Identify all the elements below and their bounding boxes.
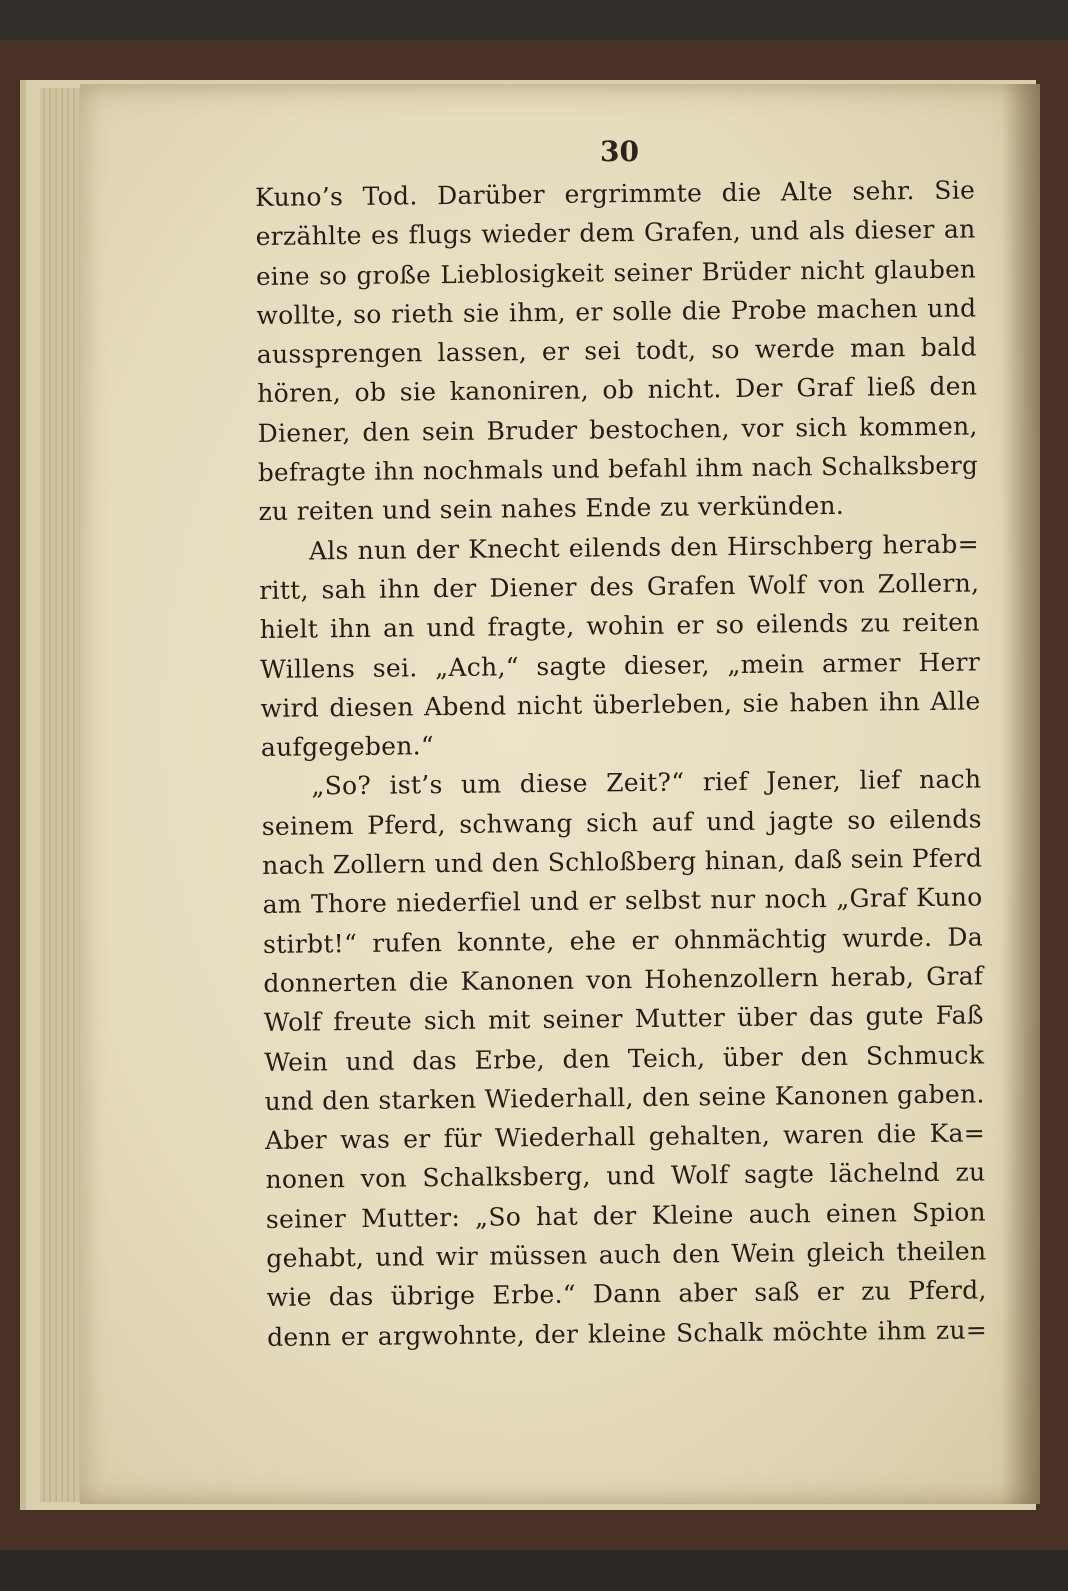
text-line: befragte ihn nochmals und befahl ihm nach Schalksberg bbox=[257, 450, 979, 488]
text-line: seinem Pferd, schwang sich auf und jagte so eilends bbox=[261, 804, 982, 841]
text-line: am Thore niederfiel und er selbst nur noch „Graf Kuno bbox=[262, 882, 983, 920]
text-line: donnerten die Kanonen von Hohenzollern herab, Graf bbox=[263, 961, 984, 998]
text-line: hielt ihn an und fragte, wohin er so eilends zu reiten bbox=[259, 607, 980, 645]
text-line: aussprengen lassen, er sei todt, so werde man bald bbox=[256, 332, 977, 370]
text-line: Diener, den sein Bruder bestochen, vor sich kommen, bbox=[257, 411, 978, 448]
text-line: Wein und das Erbe, den Teich, über den Schmuck bbox=[264, 1039, 985, 1077]
text-line: wollte, so rieth sie ihm, er solle die Probe machen und bbox=[256, 293, 977, 330]
text-line: und den starken Wiederhall, den seine Kanonen gaben. bbox=[264, 1079, 985, 1116]
text-line: ritt, sah ihn der Diener des Grafen Wolf von Zollern, bbox=[259, 568, 980, 605]
text-line: seiner Mutter: „So hat der Kleine auch einen Spion bbox=[265, 1197, 987, 1234]
text-line: aufgegeben.“ bbox=[260, 731, 435, 763]
text-line: wie das übrige Erbe.“ Dann aber saß er zu Pferd, bbox=[266, 1275, 987, 1313]
text-line: Kuno’s Tod. Darüber ergrimmte die Alte sehr. Sie bbox=[255, 175, 976, 212]
page-gutter-shadow bbox=[1002, 84, 1040, 1504]
text-line: denn er argwohnte, der kleine Schalk möchte ihm zu= bbox=[266, 1315, 988, 1352]
text-line: gehabt, und wir müssen auch den Wein gleich theilen bbox=[266, 1236, 987, 1273]
body-text bbox=[255, 170, 987, 1356]
text-line: erzählte es flugs wieder dem Grafen, und als dieser an bbox=[255, 214, 976, 252]
text-line: Willens sei. „Ach,“ sagte dieser, „mein armer Herr bbox=[259, 646, 981, 684]
text-line: Als nun der Knecht eilends den Hirschberg herab= bbox=[308, 529, 980, 566]
text-line: stirbt!“ rufen konnte, ehe er ohnmächtig wurde. Da bbox=[262, 922, 984, 959]
page-number: 30 bbox=[600, 135, 639, 168]
text-line: zu reiten und sein nahes Ende zu verkünden. bbox=[258, 491, 845, 527]
text-line: hören, ob sie kanoniren, ob nicht. Der Graf ließ den bbox=[257, 371, 978, 409]
text-line: „So? ist’s um diese Zeit?“ rief Jener, lief nach bbox=[311, 764, 982, 801]
text-line: wird diesen Abend nicht überleben, sie haben ihn Alle bbox=[260, 686, 981, 723]
text-line: eine so große Lieblosigkeit seiner Brüder nicht glauben bbox=[255, 254, 977, 291]
text-line: Wolf freute sich mit seiner Mutter über das gute Faß bbox=[263, 1000, 984, 1038]
text-line: nonen von Schalksberg, und Wolf sagte lächelnd zu bbox=[265, 1157, 986, 1195]
text-line: nach Zollern und den Schloßberg hinan, daß sein Pferd bbox=[262, 843, 983, 881]
text-line: Aber was er für Wiederhall gehalten, waren die Ka= bbox=[264, 1118, 986, 1156]
